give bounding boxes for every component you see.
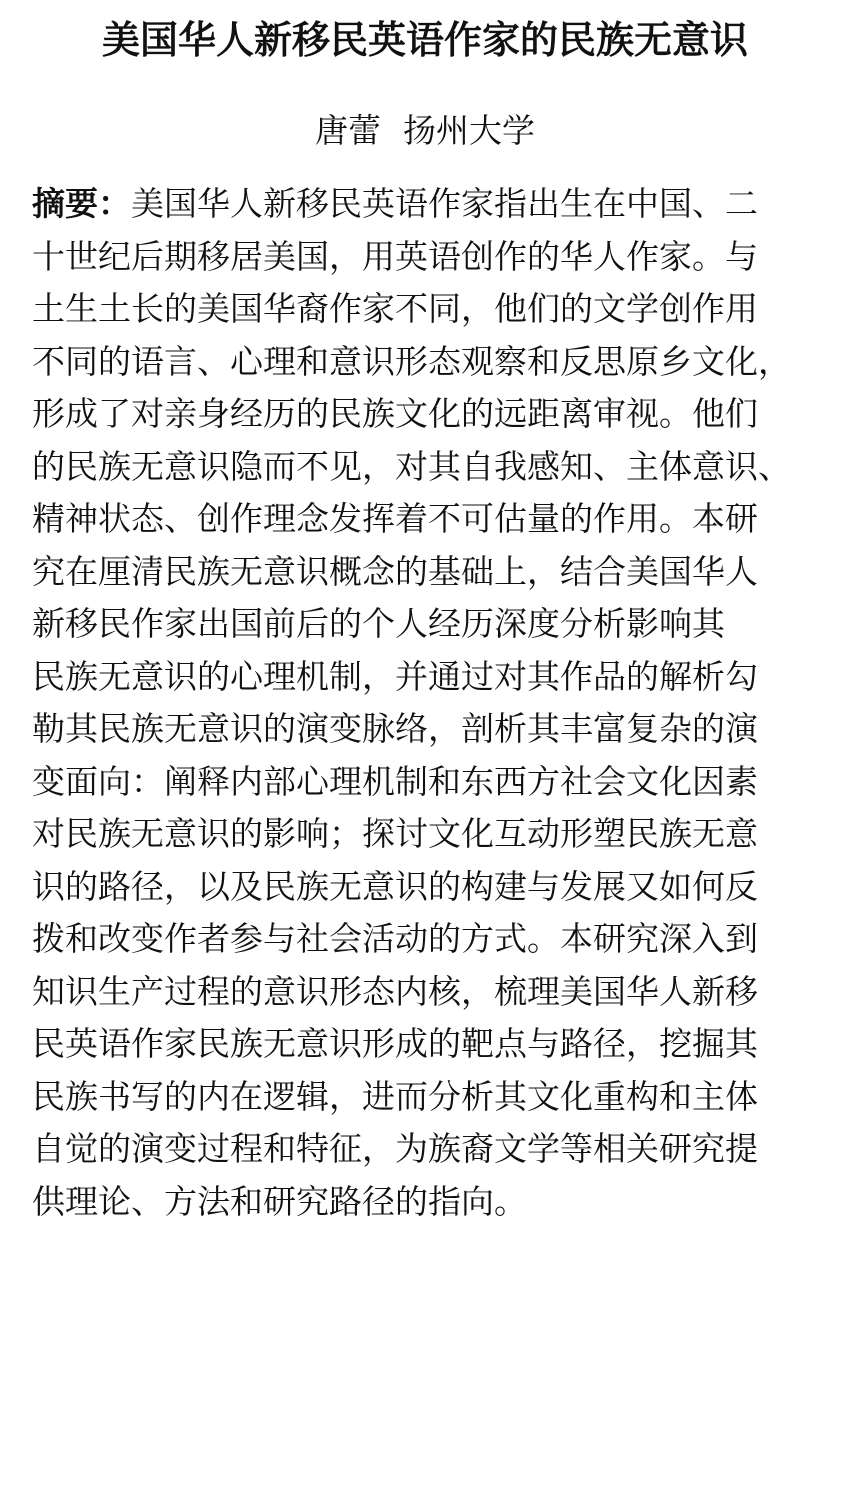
abstract-line: 民英语作家民族无意识形成的靶点与路径，挖掘其 [32, 1024, 758, 1063]
abstract-line: 民族无意识的心理机制，并通过对其作品的解析勾 [32, 656, 758, 696]
document-title: 美国华人新移民英语作家的民族无意识 [101, 18, 748, 62]
abstract-line: 变面向：阐释内部心理机制和东西方社会文化因素 [32, 761, 758, 801]
abstract [32, 178, 832, 1228]
abstract-line: 对民族无意识的影响；探讨文化互动形塑民族无意 [32, 814, 758, 853]
abstract-line: 识的路径，以及民族无意识的构建与发展又如何反 [32, 866, 758, 906]
author-affiliation: 扬州大学 [403, 111, 535, 150]
abstract-line: 的民族无意识隐而不见，对其自我感知、主体意识、 [32, 446, 791, 486]
abstract-line: 拨和改变作者参与社会活动的方式。本研究深入到 [32, 919, 758, 958]
abstract-line: 不同的语言、心理和意识形态观察和反思原乡文化， [32, 341, 791, 381]
author-name: 唐蕾 [315, 111, 381, 150]
abstract-line: 精神状态、创作理念发挥着不可估量的作用。本研 [32, 499, 758, 538]
byline [0, 108, 850, 154]
abstract-line: 自觉的演变过程和特征，为族裔文学等相关研究提 [32, 1129, 758, 1168]
abstract-line: 形成了对亲身经历的民族文化的远距离审视。他们 [32, 394, 758, 433]
abstract-line: 供理论、方法和研究路径的指向。 [32, 1181, 527, 1221]
abstract-text: 美国华人新移民英语作家指出生在中国、二 [131, 184, 758, 223]
abstract-line: 十世纪后期移居美国，用英语创作的华人作家。与 [32, 236, 758, 276]
abstract-line: 民族书写的内在逻辑，进而分析其文化重构和主体 [32, 1076, 758, 1116]
abstract-line [32, 178, 832, 231]
abstract-line: 新移民作家出国前后的个人经历深度分析影响其 [32, 604, 725, 643]
abstract-line: 究在厘清民族无意识概念的基础上，结合美国华人 [32, 551, 758, 591]
abstract-label: 摘要： [32, 184, 131, 223]
abstract-line: 土生土长的美国华裔作家不同，他们的文学创作用 [32, 289, 758, 328]
abstract-line: 勒其民族无意识的演变脉络，剖析其丰富复杂的演 [32, 709, 758, 748]
abstract-line: 知识生产过程的意识形态内核，梳理美国华人新移 [32, 971, 758, 1011]
